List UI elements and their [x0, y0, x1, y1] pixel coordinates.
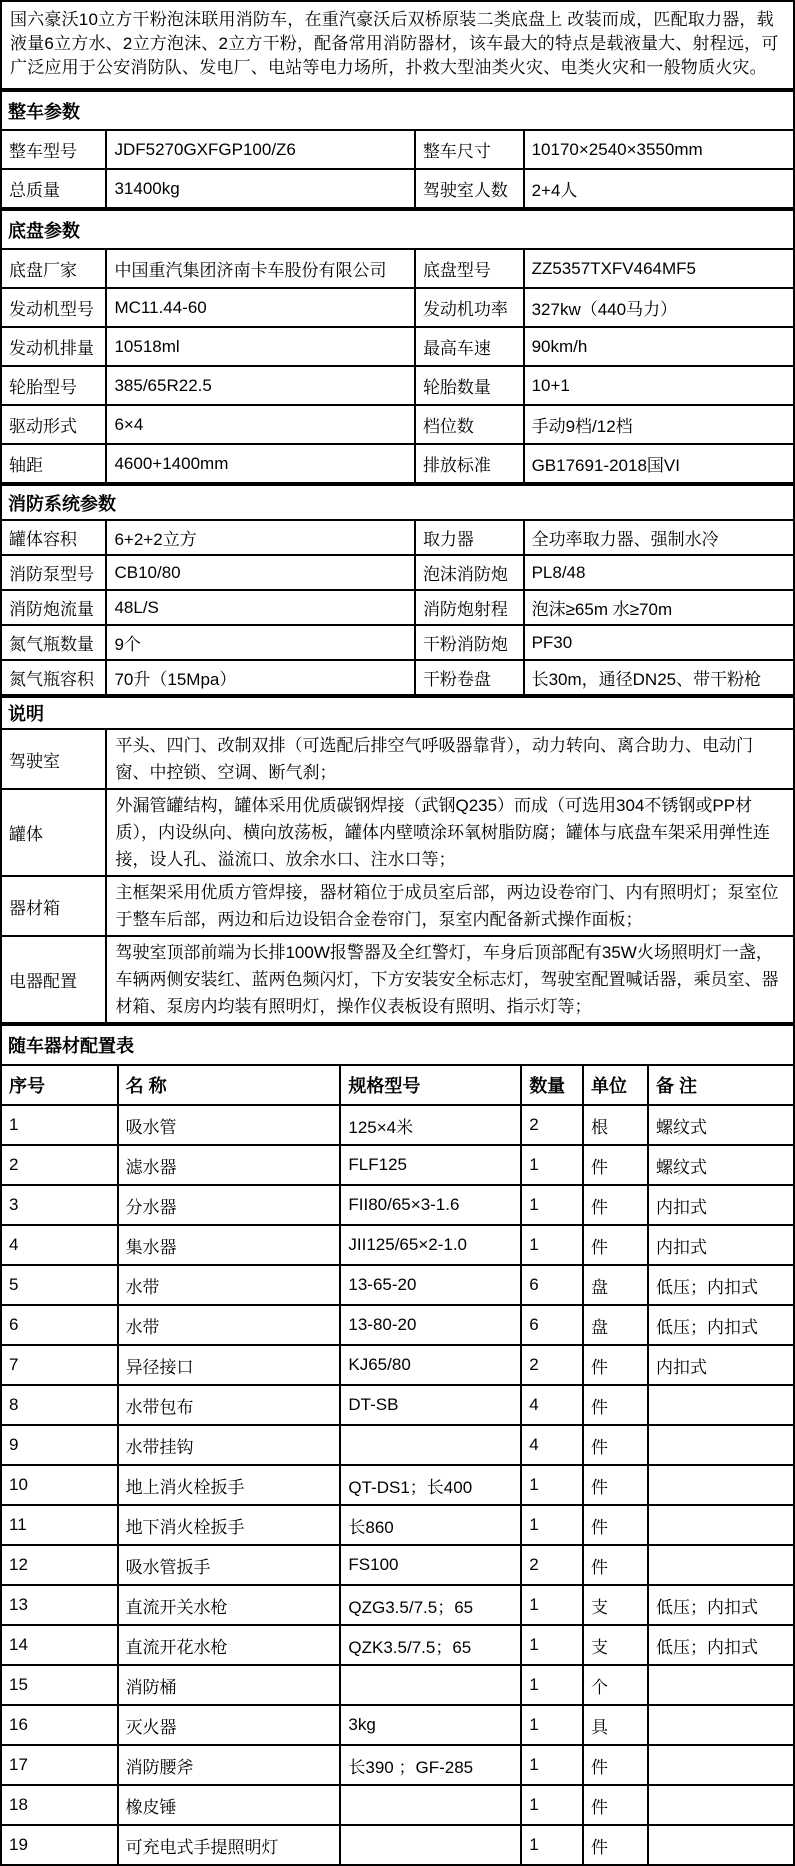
equip-qty: 2	[521, 1545, 583, 1585]
table-row	[1, 697, 794, 729]
param-label: 轮胎型号	[1, 366, 106, 405]
table-row	[1, 1185, 794, 1225]
param-value: PL8/48	[524, 555, 794, 590]
note-text: 平头、四门、改制双排（可选配后排空气呼吸器靠背），动力转向、离合助力、电动门窗、中控锁、空调、断气刹；	[106, 729, 794, 789]
equip-qty: 1	[521, 1705, 583, 1745]
param-value: 中国重汽集团济南卡车股份有限公司	[106, 249, 414, 288]
equip-model: 13-80-20	[340, 1305, 521, 1345]
param-label: 发动机功率	[415, 288, 524, 327]
equip-model	[340, 1785, 521, 1825]
equip-unit: 支	[583, 1585, 648, 1625]
equip-model: QT-DS1；长400	[340, 1465, 521, 1505]
param-value: 泡沫≥65m 水≥70m	[524, 590, 794, 625]
param-value: 全功率取力器、强制水冷	[524, 520, 794, 555]
column-header-unit: 单位	[583, 1065, 648, 1105]
equip-remark	[648, 1745, 794, 1785]
equip-name: 水带	[118, 1305, 341, 1345]
equip-no: 1	[1, 1105, 118, 1145]
param-value: MC11.44-60	[106, 288, 414, 327]
equip-remark: 内扣式	[648, 1345, 794, 1385]
equip-name: 橡皮锤	[118, 1785, 341, 1825]
equip-qty: 6	[521, 1265, 583, 1305]
equip-qty: 1	[521, 1825, 583, 1865]
equipment-table	[0, 1024, 795, 1866]
equip-name: 可充电式手提照明灯	[118, 1825, 341, 1865]
equip-remark: 螺纹式	[648, 1145, 794, 1185]
equip-no: 3	[1, 1185, 118, 1225]
equip-name: 吸水管	[118, 1105, 341, 1145]
param-label: 消防炮射程	[415, 590, 524, 625]
equip-name: 吸水管扳手	[118, 1545, 341, 1585]
equip-qty: 1	[521, 1625, 583, 1665]
equip-remark	[648, 1465, 794, 1505]
param-label: 泡沫消防炮	[415, 555, 524, 590]
section-title-chassis: 底盘参数	[1, 210, 794, 249]
param-value: CB10/80	[106, 555, 414, 590]
equip-unit: 件	[583, 1785, 648, 1825]
equip-remark	[648, 1705, 794, 1745]
column-header-qty: 数量	[521, 1065, 583, 1105]
equip-model: KJ65/80	[340, 1345, 521, 1385]
equip-name: 直流开关水枪	[118, 1585, 341, 1625]
equip-model: 3kg	[340, 1705, 521, 1745]
equip-unit: 件	[583, 1545, 648, 1585]
chassis-params-table	[0, 209, 795, 484]
equip-no: 14	[1, 1625, 118, 1665]
equip-no: 13	[1, 1585, 118, 1625]
section-title-fire-system: 消防系统参数	[1, 485, 794, 520]
table-row	[1, 1465, 794, 1505]
equip-no: 7	[1, 1345, 118, 1385]
table-row	[1, 1105, 794, 1145]
intro-paragraph: 国六豪沃10立方干粉泡沫联用消防车，在重汽豪沃后双桥原装二类底盘上 改装而成，匹配取力器，载液量6立方水、2立方泡沫、2立方干粉，配备常用消防器材，该车最大的特点是载液量大、射程远，可广泛应用于公安消防队、发电厂、电站等电力场所，扑救大型油类火灾、电类火灾和一般物质火灾。	[0, 0, 795, 90]
param-value: 70升（15Mpa）	[106, 660, 414, 695]
param-label: 消防炮流量	[1, 590, 106, 625]
param-value: 385/65R22.5	[106, 366, 414, 405]
equip-model: 125×4米	[340, 1105, 521, 1145]
equip-name: 水带	[118, 1265, 341, 1305]
param-value: 48L/S	[106, 590, 414, 625]
table-row	[1, 210, 794, 249]
column-header-name: 名 称	[118, 1065, 341, 1105]
equip-name: 地上消火栓扳手	[118, 1465, 341, 1505]
equip-remark	[648, 1425, 794, 1465]
table-row	[1, 1305, 794, 1345]
param-value: ZZ5357TXFV464MF5	[524, 249, 794, 288]
param-label: 取力器	[415, 520, 524, 555]
equip-qty: 1	[521, 1465, 583, 1505]
table-row	[1, 1545, 794, 1585]
equip-name: 分水器	[118, 1185, 341, 1225]
equip-qty: 1	[521, 1505, 583, 1545]
param-label: 驾驶室人数	[415, 169, 524, 208]
table-row	[1, 366, 794, 405]
table-row	[1, 1625, 794, 1665]
equip-no: 2	[1, 1145, 118, 1185]
table-row	[1, 91, 794, 130]
param-value: 9个	[106, 625, 414, 660]
table-row	[1, 660, 794, 695]
param-value: 327kw（440马力）	[524, 288, 794, 327]
table-row	[1, 1265, 794, 1305]
equip-remark	[648, 1665, 794, 1705]
equip-remark	[648, 1385, 794, 1425]
param-value: 10+1	[524, 366, 794, 405]
equip-model: 13-65-20	[340, 1265, 521, 1305]
equip-name: 异径接口	[118, 1345, 341, 1385]
equip-qty: 4	[521, 1385, 583, 1425]
param-label: 消防泵型号	[1, 555, 106, 590]
equip-model	[340, 1425, 521, 1465]
param-label: 底盘厂家	[1, 249, 106, 288]
note-label: 罐体	[1, 789, 106, 876]
equip-unit: 件	[583, 1185, 648, 1225]
equip-qty: 1	[521, 1585, 583, 1625]
equip-unit: 件	[583, 1385, 648, 1425]
equip-model	[340, 1665, 521, 1705]
equip-unit: 件	[583, 1345, 648, 1385]
note-text: 外漏管罐结构，罐体采用优质碳钢焊接（武钢Q235）而成（可选用304不锈钢或PP材质），内设纵向、横向放荡板，罐体内壁喷涂环氧树脂防腐；罐体与底盘车架采用弹性连接，设人孔、溢流口、放余水口、注水口等；	[106, 789, 794, 876]
equip-qty: 1	[521, 1185, 583, 1225]
equip-no: 12	[1, 1545, 118, 1585]
param-value: 90km/h	[524, 327, 794, 366]
equip-no: 15	[1, 1665, 118, 1705]
equip-name: 消防桶	[118, 1665, 341, 1705]
note-label: 电器配置	[1, 936, 106, 1023]
param-label: 底盘型号	[415, 249, 524, 288]
equip-remark: 低压；内扣式	[648, 1265, 794, 1305]
param-value: 6+2+2立方	[106, 520, 414, 555]
param-value: 31400kg	[106, 169, 414, 208]
equip-name: 集水器	[118, 1225, 341, 1265]
equipment-header-row	[1, 1065, 794, 1105]
equip-no: 16	[1, 1705, 118, 1745]
equip-remark: 螺纹式	[648, 1105, 794, 1145]
param-label: 发动机排量	[1, 327, 106, 366]
equip-no: 10	[1, 1465, 118, 1505]
table-row	[1, 555, 794, 590]
equip-name: 滤水器	[118, 1145, 341, 1185]
table-row	[1, 789, 794, 876]
equip-model: FII80/65×3-1.6	[340, 1185, 521, 1225]
table-row	[1, 625, 794, 660]
param-label: 整车尺寸	[415, 130, 524, 169]
equip-qty: 4	[521, 1425, 583, 1465]
notes-table	[0, 696, 795, 1024]
equip-unit: 支	[583, 1625, 648, 1665]
table-row	[1, 1665, 794, 1705]
table-row	[1, 169, 794, 208]
equip-remark	[648, 1545, 794, 1585]
table-row	[1, 288, 794, 327]
equip-model: 长860	[340, 1505, 521, 1545]
param-value: 手动9档/12档	[524, 405, 794, 444]
equip-unit: 件	[583, 1745, 648, 1785]
equip-qty: 2	[521, 1345, 583, 1385]
param-value: PF30	[524, 625, 794, 660]
equip-remark: 低压；内扣式	[648, 1305, 794, 1345]
param-label: 排放标准	[415, 444, 524, 483]
equip-no: 19	[1, 1825, 118, 1865]
table-row	[1, 1425, 794, 1465]
equip-model: FS100	[340, 1545, 521, 1585]
equip-qty: 2	[521, 1105, 583, 1145]
table-row	[1, 590, 794, 625]
equip-qty: 1	[521, 1145, 583, 1185]
equip-name: 水带包布	[118, 1385, 341, 1425]
param-label: 最高车速	[415, 327, 524, 366]
table-row	[1, 1505, 794, 1545]
table-row	[1, 405, 794, 444]
note-label: 驾驶室	[1, 729, 106, 789]
equip-no: 6	[1, 1305, 118, 1345]
equip-model: DT-SB	[340, 1385, 521, 1425]
equip-no: 9	[1, 1425, 118, 1465]
fire-system-params-table	[0, 484, 795, 696]
equip-model: 长390 ；GF-285	[340, 1745, 521, 1785]
equip-no: 5	[1, 1265, 118, 1305]
param-value: 长30m，通径DN25、带干粉枪	[524, 660, 794, 695]
param-label: 发动机型号	[1, 288, 106, 327]
table-row	[1, 1225, 794, 1265]
table-row	[1, 936, 794, 1023]
equip-model: QZG3.5/7.5；65	[340, 1585, 521, 1625]
table-row	[1, 1145, 794, 1185]
equip-unit: 件	[583, 1505, 648, 1545]
equip-model: FLF125	[340, 1145, 521, 1185]
equip-name: 直流开花水枪	[118, 1625, 341, 1665]
equip-no: 4	[1, 1225, 118, 1265]
param-value: 4600+1400mm	[106, 444, 414, 483]
equip-qty: 6	[521, 1305, 583, 1345]
param-label: 轮胎数量	[415, 366, 524, 405]
equip-qty: 1	[521, 1745, 583, 1785]
column-header-model: 规格型号	[340, 1065, 521, 1105]
note-text: 主框架采用优质方管焊接，器材箱位于成员室后部，两边设卷帘门、内有照明灯；泵室位于整车后部，两边和后边设铝合金卷帘门，泵室内配备新式操作面板；	[106, 876, 794, 936]
table-row	[1, 1345, 794, 1385]
param-label: 轴距	[1, 444, 106, 483]
table-row	[1, 729, 794, 789]
equip-no: 17	[1, 1745, 118, 1785]
table-row	[1, 876, 794, 936]
equip-remark: 内扣式	[648, 1185, 794, 1225]
param-label: 氮气瓶容积	[1, 660, 106, 695]
equip-model	[340, 1825, 521, 1865]
table-row	[1, 249, 794, 288]
param-value: 10518ml	[106, 327, 414, 366]
equip-model: JII125/65×2-1.0	[340, 1225, 521, 1265]
table-row	[1, 1745, 794, 1785]
table-row	[1, 130, 794, 169]
equip-model: QZK3.5/7.5；65	[340, 1625, 521, 1665]
param-label: 干粉消防炮	[415, 625, 524, 660]
equip-unit: 盘	[583, 1265, 648, 1305]
note-label: 器材箱	[1, 876, 106, 936]
equip-name: 灭火器	[118, 1705, 341, 1745]
equip-remark	[648, 1505, 794, 1545]
table-row	[1, 520, 794, 555]
table-row	[1, 1825, 794, 1865]
note-text: 驾驶室顶部前端为长排100W报警器及全红警灯，车身后顶部配有35W火场照明灯一盏，车辆两侧安装红、蓝两色频闪灯，下方安装安全标志灯，驾驶室配置喊话器，乘员室、器材箱、泵房内均装有照明灯，操作仪表板设有照明、指示灯等；	[106, 936, 794, 1023]
table-row	[1, 1785, 794, 1825]
equip-no: 18	[1, 1785, 118, 1825]
param-label: 档位数	[415, 405, 524, 444]
column-header-remark: 备 注	[648, 1065, 794, 1105]
table-row	[1, 444, 794, 483]
equip-unit: 具	[583, 1705, 648, 1745]
equip-no: 11	[1, 1505, 118, 1545]
section-title-vehicle: 整车参数	[1, 91, 794, 130]
equip-unit: 件	[583, 1425, 648, 1465]
equip-no: 8	[1, 1385, 118, 1425]
equip-unit: 个	[583, 1665, 648, 1705]
equip-name: 消防腰斧	[118, 1745, 341, 1785]
param-value: 2+4人	[524, 169, 794, 208]
param-value: 10170×2540×3550mm	[524, 130, 794, 169]
equip-unit: 根	[583, 1105, 648, 1145]
table-row	[1, 1385, 794, 1425]
equip-remark	[648, 1825, 794, 1865]
table-row	[1, 1585, 794, 1625]
equip-remark	[648, 1785, 794, 1825]
section-title-notes: 说明	[1, 697, 794, 729]
equip-name: 水带挂钩	[118, 1425, 341, 1465]
param-label: 总质量	[1, 169, 106, 208]
equip-unit: 件	[583, 1225, 648, 1265]
equip-remark: 低压；内扣式	[648, 1585, 794, 1625]
param-value: 6×4	[106, 405, 414, 444]
param-value: GB17691-2018国VI	[524, 444, 794, 483]
equip-qty: 1	[521, 1225, 583, 1265]
equip-remark: 内扣式	[648, 1225, 794, 1265]
param-label: 整车型号	[1, 130, 106, 169]
equip-unit: 件	[583, 1465, 648, 1505]
section-title-equipment: 随车器材配置表	[1, 1025, 794, 1065]
table-row	[1, 327, 794, 366]
param-label: 干粉卷盘	[415, 660, 524, 695]
equip-qty: 1	[521, 1665, 583, 1705]
column-header-no: 序号	[1, 1065, 118, 1105]
vehicle-params-table	[0, 90, 795, 209]
equip-unit: 盘	[583, 1305, 648, 1345]
param-label: 氮气瓶数量	[1, 625, 106, 660]
param-label: 驱动形式	[1, 405, 106, 444]
equip-unit: 件	[583, 1825, 648, 1865]
equip-remark: 低压；内扣式	[648, 1625, 794, 1665]
param-label: 罐体容积	[1, 520, 106, 555]
equip-qty: 1	[521, 1785, 583, 1825]
table-row	[1, 485, 794, 520]
param-value: JDF5270GXFGP100/Z6	[106, 130, 414, 169]
table-row	[1, 1025, 794, 1065]
equip-name: 地下消火栓扳手	[118, 1505, 341, 1545]
table-row	[1, 1705, 794, 1745]
equip-unit: 件	[583, 1145, 648, 1185]
